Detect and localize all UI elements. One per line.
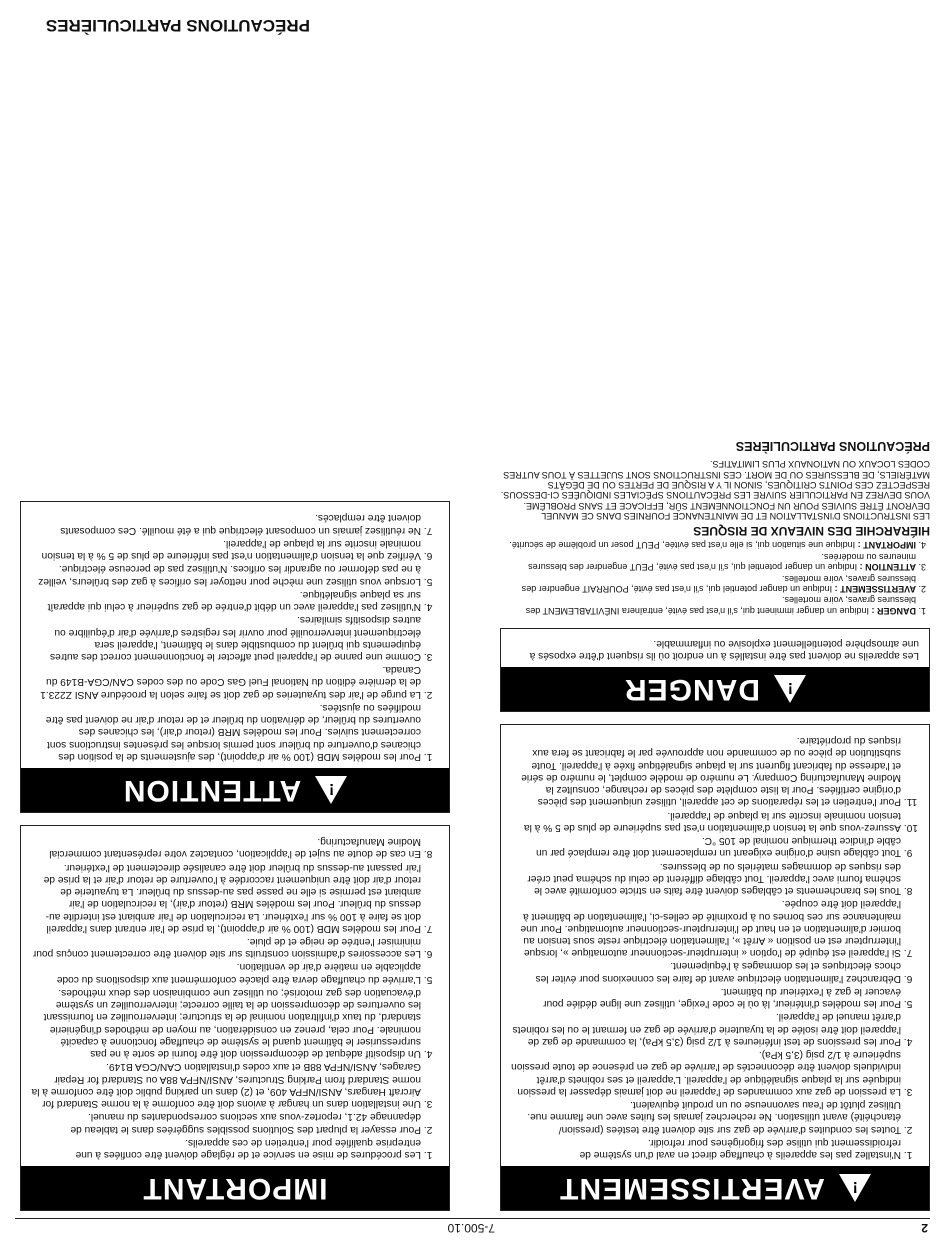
list-item: 4. Pour les pressions de test inférieures à 1/2 psig (3,5 kPa), la commande de gaz de l'appareil doit être isolée de la tuyauterie d'arrivée de gaz en fermant le ou les robinets d'arrêt manuel de l'appareil. [511,1010,901,1047]
list-item: 2. La purge de l'air des tuyauteries de gaz doit se faire selon la procédure ANSI Z223.1 de la dernière édition du National Fuel Gas Code ou des codes CAN/CGA-B149 du Canada. [31,663,421,700]
hierarchy-text: Indique un danger imminent qui, s'il n'est pas évité, entraînera INÉVITABLEMENT des blessures graves, voire mortelles. [525,595,916,616]
list-item: 10. Assurez-vous que la tension d'alimentation n'est pas supérieure de plus de 5 % à la tension nominale inscrite sur la plaque de l'appareil. [511,808,901,832]
hierarchy-text: Indique un danger potentiel qui, s'il n'est pas évité, PEUT engendrer des blessures mineures ou modérées. [528,551,916,573]
danger-text: Les appareils ne doivent pas être installés à un endroit où ils risquent d'être exposés à une atmosphère potentiellement explosive ou inflammable. [529,637,919,662]
list-item: 8. En cas de doute au sujet de l'application, contactez votre représentant commercial Modine Manufacturing. [31,835,421,859]
avertissement-title: AVERTISSEMENT [559,1172,825,1205]
list-item: 3. Comme une panne de l'appareil peut affecter le fonctionnement correct des autres équipements qui brûlent du combustible dans le bâtiment, l'appareil sera électriquement interverrouillé pour ouvrir les registres d'arrivée d'air d'équilibre ou autres dispositifs similaires. [31,613,421,662]
list-item: 6. Les accessoires d'admission construits sur site doivent être correctement conçus pour minimiser l'entrée de neige et de pluie. [31,935,421,959]
list-item: 6. Vérifiez que la tension d'alimentation n'est pas inférieure de plus de 5 % à la tension nominale inscrite sur la plaque de l'appareil. [31,537,421,561]
hierarchy-list [500,540,930,615]
hierarchy-term: AVERTISSEMENT : [834,583,916,594]
section-subtitle: PRÉCAUTIONS PARTICULIÈRES [735,439,930,454]
list-item: 3. La pression de gaz aux commandes de l'appareil ne doit jamais dépasser la pression indiquée sur la plaque signalétique de l'appareil. L'appareil et ses robinets d'arrêt individuels doivent être déconnectés de l'arrivée de gaz en présence de toute pression supérieure à 1/2 psig (3,5 kPa). [511,1048,901,1097]
attention-title: ATTENTION [122,773,302,807]
hierarchy-term: ATTENTION : [859,562,916,573]
header-rule [15,1218,930,1219]
list-item [500,540,916,550]
list-item: 1. Les procédures de mise en service et de réglage doivent être confiées à une entreprise qualifiée pour l'entretien de ces appareils. [31,1136,421,1160]
page-header [0,1215,950,1241]
list-item: 5. Pour les modèles d'intérieur, là où le code l'exige, utilisez une ligne dédiée pour évacuer le gaz à l'extérieur du bâtiment. [511,985,901,1009]
left-column [500,437,930,1211]
list-item: 9. Tout câblage usine d'origine exigeant un remplacement doit être remplacé par un câble d'indice thermique nominal de 105 °C. [511,834,901,858]
important-title: IMPORTANT [142,1172,328,1205]
attention-list [21,502,449,768]
list-item: 4. Un dispositif adéquat de décompression doit être fourni de sorte à ne pas surpressuriser le bâtiment quand le système de chauffage fonctionne à capacité nominale. Pour cela, prenez en considération, au moyen de méthodes d'ingénierie standard, du taux d'infiltration nominal de la structure; interverrouillez en fournissant les ouvertures de décompression de la taille correcte; interverrouillez un système d'évacuation des gaz motorisé; ou utilisez une combinaison des deux méthodes. [31,986,421,1059]
page-title: PRÉCAUTIONS PARTICULIÈRES [45,16,310,35]
list-item: 7. Pour les modèles MDB (100 % air d'appoint), la prise de l'air entrant dans l'appareil doit se faire à 100 % sur l'extérieur. La recirculation de l'air ambiant est interdite au-dessus du brûleur. Pour les modèles MRB (retour d'air), la recirculation de l'air ambiant est permise si elle ne passe pas au-dessus du brûleur. La tuyauterie de retour d'air doit être uniquement raccordée à l'ouverture de retour d'air et la prise de l'air passant au-dessus du brûleur doit être canalisée directement de l'extérieur. [31,860,421,933]
list-item: 6. Débranchez l'alimentation électrique avant de faire les connexions pour éviter les chocs électriques et les dommages à l'équipement. [511,959,901,983]
hierarchy-term: DANGER : [871,605,916,616]
list-item: 7. Ne réutilisez jamais un composant électrique qui a été mouillé. Ces composants doivent être remplacés. [31,511,421,535]
hierarchy-text: Indique un danger potentiel qui, s'il n'est pas évité, POURRAIT engendrer des blessures graves, voire mortelles. [521,573,916,594]
hierarchy-text: Indique une situation qui, si elle n'est pas évitée, PEUT poser un problème de sécurité. [509,540,856,551]
right-column [20,489,450,1211]
hierarchy-term: IMPORTANT : [857,540,916,551]
list-item [500,595,916,616]
danger-title: DANGER [624,673,761,707]
page-number: 2 [921,1221,928,1235]
warning-triangle-icon: ! [839,1174,871,1202]
list-item: 3. Une installation dans un hangar à avions doit être conforme à la norme Standard for Aircraft Hangars, ANSI/NFPA 409, et (2) dans un parking public doit être conforme à la norme Standard from Parking Structures, ANSI/NFPA 88A ou Standard for Repair Garages, ANSI/NFPA 88B et aux codes d'installation CAN/CGA B149. [31,1060,421,1109]
list-item: 11. Pour l'entretien et les réparations de cet appareil, utilisez uniquement des pièces d'origine certifiées. Pour la liste complète des pièces de rechange, consultez la Modine Manufacturing Company. Le numéro de modèle complet, le numéro de série et l'adresse du fabricant figurent sur la plaque signalétique fixée à l'appareil. Toute substitution de pièce ou de commande non approuvée par le fabricant se fera aux risques du propriétaire. [511,734,901,807]
list-item: 1. N'installez pas les appareils à chauffage direct en aval d'un système de refroidissement qui utilise des frigorigènes pour refroidir. [511,1136,901,1160]
list-item: 5. L'arrivée du chauffage devra être placée conformément aux dispositions du code applicable en matière d'air de ventilation. [31,960,421,984]
warning-triangle-icon: ! [315,776,347,804]
avertissement-box [500,724,930,1211]
list-item: 1. Pour les modèles MDB (100 % air d'appoint), des ajustements de la position des chicanes d'ouverture du brûleur sont permis lorsque les présentes instructions sont correctement suivies. Pour les modèles MRB (retour d'air), les chicanes des ouvertures du brûleur, de dérivation du brûleur et de retour d'air ne doivent pas être modifiées ou ajustées. [31,701,421,762]
important-box [20,825,450,1211]
important-list [21,826,449,1166]
avertissement-header [501,1166,929,1210]
hierarchy-section [500,439,930,615]
attention-header [21,768,449,812]
attention-box [20,501,450,813]
document-number: 7-500.10 [447,1221,495,1235]
hierarchy-title: HIÉRARCHIE DES NIVEAUX DE RISQUES [693,524,930,539]
important-header [21,1166,449,1210]
list-item: 7. Si l'appareil est équipé de l'option « interrupteur-sectionneur automatique », lorsque l'interrupteur est en position « Arrêt », l'alimentation électrique reste sous tension au bornier d'alimentation et en haut de l'interrupteur-sectionneur automatique. Pour une maintenance sur ces bornes ou à proximité de celles-ci, l'alimentation de bâtiment à l'appareil doit être coupée. [511,897,901,958]
avertissement-list [501,725,929,1166]
list-item: 2. Toutes les conduites d'arrivée de gaz sur site doivent être testées (pression/étanchéité) avant utilisation. Ne recherchez jamais les fuites avec une flamme nue. Utilisez plutôt de l'eau savonneuse ou un produit équivalent. [511,1098,901,1135]
danger-box [500,628,930,712]
list-item: 5. Lorsque vous utilisez une mèche pour nettoyer les orifices à gaz des brûleurs, veillez à ne pas déformer ou agrandir les orifices. N'utilisez pas de perceuse électrique. [31,562,421,586]
intro-paragraph: LES INSTRUCTIONS D'INSTALLATION ET DE MAINTENANCE FOURNIES DANS CE MANUEL DEVRONT ÊTRE SUIVIES POUR UN FONCTIONNEMENT SÛR, EFFICACE ET SANS PROBLÈME. VOUS DEVREZ EN PARTICULIER SUIVRE LES PRÉCAUTIONS SPÉCIALES INDIQUÉES CI-DESSOUS. RESPECTEZ CES POINTS CRITIQUES, SINON IL Y A RISQUE DE PERTES OU DE DÉGÂTS MATÉRIELS, DE BLESSURES OU DE MORT. CES INSTRUCTIONS SONT SUJETTES À TOUS AUTRES CODES LOCAUX OU NATIONAUX PLUS LIMITATIFS. [500,459,930,522]
warning-triangle-icon: ! [774,675,806,703]
list-item: 4. N'utilisez pas l'appareil avec un débit d'entrée de gaz supérieur à celui qui apparaît sur sa plaque signalétique. [31,588,421,612]
danger-header [501,667,929,711]
list-item: 2. Pour essayer la plupart des Solutions possibles suggérées dans le tableau de dépannage 42.1, reportez-vous aux sections correspondantes du manuel. [31,1110,421,1134]
list-item [500,573,916,594]
list-item: 8. Tous les branchements et câblages doivent être faits en stricte conformité avec le schéma fourni avec l'appareil. Tout câblage différent de celui du schéma peut créer des risques de dommages matériels ou de blessures. [511,859,901,896]
list-item [500,552,916,573]
